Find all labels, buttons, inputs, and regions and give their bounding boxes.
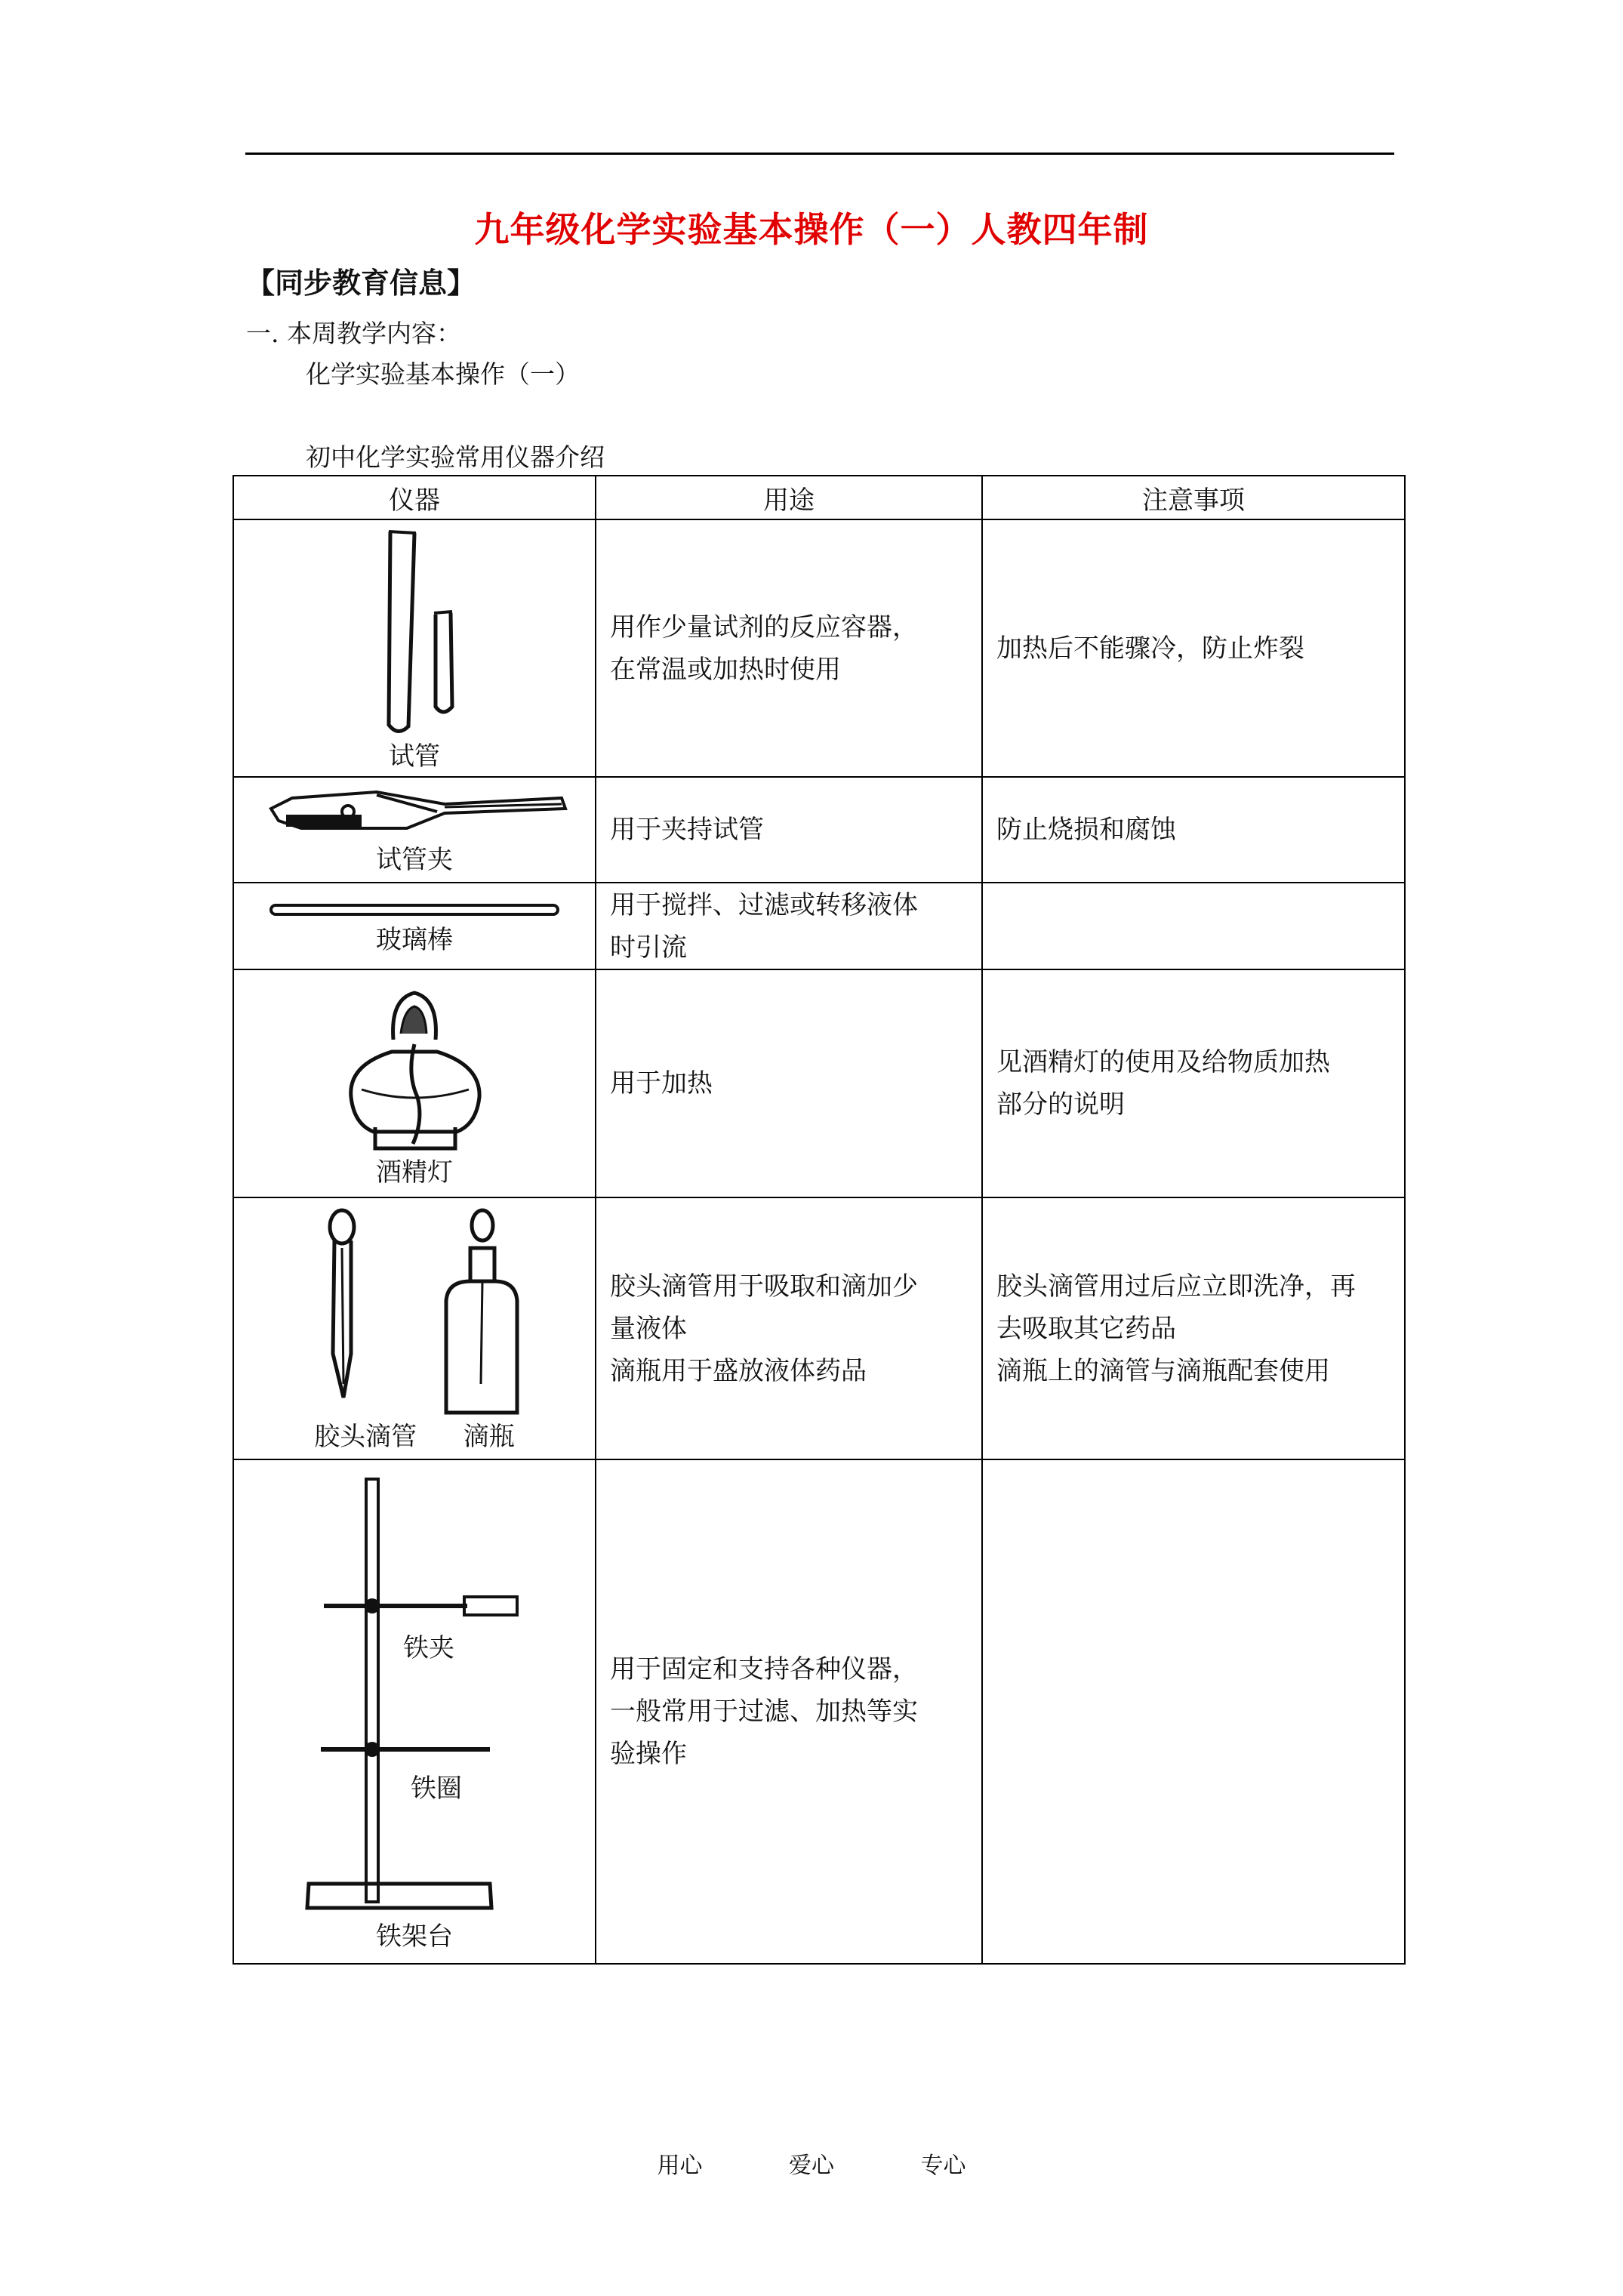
- header-use: 用途: [596, 476, 982, 519]
- page-footer: [0, 2147, 1623, 2180]
- iron-ring-label: 铁圈: [411, 1774, 462, 1804]
- note-text: 部分的说明: [996, 1089, 1125, 1120]
- instrument-label: 酒精灯: [376, 1157, 453, 1188]
- table-row: [233, 1197, 1405, 1459]
- use-text: 用于固定和支持各种仪器，: [610, 1654, 918, 1684]
- use-text: 滴瓶用于盛放液体药品: [610, 1355, 867, 1386]
- note-text: 加热后不能骤冷，防止炸裂: [996, 633, 1304, 664]
- header-rule: [245, 153, 1394, 155]
- subtopic: 化学实验基本操作（一）: [306, 359, 580, 389]
- alcohol-lamp-drawing: [339, 976, 490, 1157]
- glass-rod-drawing: [263, 895, 565, 925]
- header-instrument: 仪器: [233, 476, 596, 519]
- use-cell: [596, 969, 982, 1197]
- use-text: 胶头滴管用于吸取和滴加少: [610, 1271, 918, 1302]
- instrument-label-pair: [234, 1422, 595, 1455]
- table-row: [233, 777, 1405, 883]
- use-cell: [596, 519, 982, 777]
- table-row: [233, 519, 1405, 777]
- note-cell: [982, 519, 1405, 777]
- note-text: 胶头滴管用过后应立即洗净，再: [996, 1271, 1356, 1302]
- note-cell: [982, 1459, 1405, 1964]
- note-cell: [982, 777, 1405, 883]
- test-tube-drawing: [339, 522, 490, 741]
- use-text: 用于夹持试管: [610, 815, 764, 845]
- note-text: 见酒精灯的使用及给物质加热: [996, 1047, 1330, 1077]
- use-text: 用于搅拌、过滤或转移液体: [610, 889, 918, 920]
- use-cell: [596, 777, 982, 883]
- use-text: 用于加热: [610, 1068, 713, 1099]
- instrument-label: 铁架台: [376, 1922, 453, 1952]
- table-row: [233, 1459, 1405, 1964]
- use-cell: [596, 1459, 982, 1964]
- weekly-content-heading: 一. 本周教学内容：: [246, 319, 461, 348]
- table-row: [233, 969, 1405, 1197]
- instrument-label: 试管: [389, 741, 440, 772]
- footer-item: 专心: [920, 2153, 966, 2179]
- use-text: 用作少量试剂的反应容器，: [610, 612, 918, 643]
- instrument-cell: [233, 519, 596, 777]
- use-text: 验操作: [610, 1739, 687, 1769]
- instrument-cell: [233, 1459, 596, 1964]
- dropper-bottle-drawing: [286, 1203, 543, 1422]
- iron-stand-drawing: [294, 1469, 535, 1922]
- use-text: 在常温或加热时使用: [610, 654, 841, 685]
- document-title: 九年级化学实验基本操作（一）人教四年制: [474, 209, 1149, 250]
- table-row: [233, 883, 1405, 969]
- use-cell: [596, 1197, 982, 1459]
- note-text: 防止烧损和腐蚀: [996, 815, 1176, 845]
- note-text: 去吸取其它药品: [996, 1313, 1176, 1344]
- footer-item: 用心: [657, 2153, 703, 2179]
- dropping-bottle-label: 滴瓶: [463, 1421, 515, 1452]
- note-text: 滴瓶上的滴管与滴瓶配套使用: [996, 1355, 1330, 1386]
- instrument-cell: [233, 777, 596, 883]
- table-caption: 初中化学实验常用仪器介绍: [306, 442, 605, 472]
- use-text: 时引流: [610, 932, 687, 963]
- test-tube-holder-drawing: [256, 781, 573, 845]
- use-cell: [596, 883, 982, 969]
- instrument-cell: [233, 883, 596, 969]
- use-text: 量液体: [610, 1313, 687, 1344]
- iron-clamp-label: 铁夹: [403, 1633, 454, 1663]
- iron-stand-figure: [294, 1469, 535, 1922]
- section-header: 【同步教育信息】: [246, 266, 476, 300]
- table-header-row: [233, 476, 1405, 519]
- dropper-label: 胶头滴管: [314, 1421, 417, 1452]
- instrument-cell: [233, 1197, 596, 1459]
- note-cell: [982, 969, 1405, 1197]
- use-text: 一般常用于过滤、加热等实: [610, 1697, 918, 1727]
- note-cell: [982, 1197, 1405, 1459]
- note-cell: [982, 883, 1405, 969]
- header-notes: 注意事项: [982, 476, 1405, 519]
- instrument-label: 玻璃棒: [376, 924, 453, 955]
- instrument-table: [233, 475, 1406, 1965]
- instrument-cell: [233, 969, 596, 1197]
- footer-item: 爱心: [789, 2153, 834, 2179]
- instrument-label: 试管夹: [376, 845, 453, 875]
